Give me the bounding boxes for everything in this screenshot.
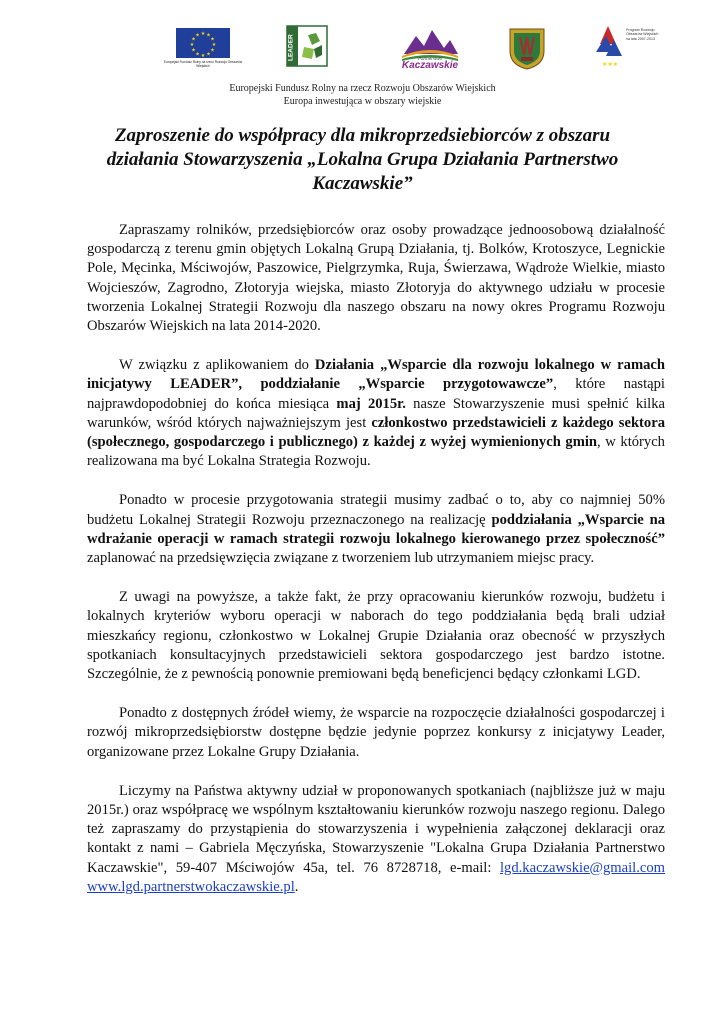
svg-text:★: ★ xyxy=(200,53,206,58)
svg-text:★: ★ xyxy=(191,47,196,54)
svg-text:★: ★ xyxy=(210,47,215,54)
svg-text:★★★: ★★★ xyxy=(602,61,619,68)
svg-text:★: ★ xyxy=(211,42,217,48)
svg-text:★: ★ xyxy=(195,51,200,58)
paragraph-2-text-2: , które nastąpi najprawdopodobniej do końca miesiąca xyxy=(87,376,665,412)
leader-logo xyxy=(286,25,328,67)
paragraph-3 xyxy=(87,491,665,568)
paragraph-2-bold-2: maj 2015r. xyxy=(336,395,406,412)
fund-line-2: Europa inwestująca w obszary wiejskie xyxy=(283,96,442,107)
paragraph-6-text-3: . xyxy=(294,878,299,895)
paragraph-4: Z uwagi na powyższe, a także fakt, że przy opracowaniu kierunków rozwoju, budżetu i lokalnych kryteriów wyboru operacji w naborach do tego poddziałania będą brali udział mieszkańcy regionu, członkostwo w Lokalnej Grupie Działania oraz obecność w przyszłych spotkaniach konsultacyjnych przedstawicieli sektora gospodarczego jest bardzo istotne. Szczególnie, że z pewnością ponownie premiowani będą beneficjenci będący członkami LGD. xyxy=(87,589,665,683)
paragraph-2-bold-3: członkostwo przedstawicieli z każdego sektora (społecznego, gospodarczego i publicznego) z każdej z wyżej wymienionych gmin xyxy=(87,414,665,451)
prow-logo-text: Program Rozwoju Obszarów Wiejskich na lata 2007-2013 xyxy=(626,28,659,41)
partner-logo-small-text: Partnerstwo xyxy=(417,56,442,61)
prow-logo xyxy=(592,22,662,74)
eu-logo-caption: Europejski Fundusz Rolny na rzecz Rozwoju Obszarów Wiejskich xyxy=(163,60,243,68)
document-title: Zaproszenie do współpracy dla mikroprzedsiebiorców z obszaru działania Stowarzyszenia „Lokalna Grupa Działania Partnerstwo Kaczawskie” xyxy=(106,125,619,194)
website-link[interactable]: www.lgd.partnerstwokaczawskie.pl xyxy=(87,878,295,895)
partner-logo-big-text: Kaczawskie xyxy=(401,60,459,71)
svg-text:★: ★ xyxy=(189,42,195,48)
eu-flag-icon xyxy=(176,28,230,58)
svg-text:★: ★ xyxy=(210,36,215,43)
paragraph-2-text-4: , w których realizowana ma być Lokalna Strategia Rozwoju. xyxy=(87,434,665,470)
paragraph-2-text-3: nasze Stowarzyszenie musi spełnić kilka warunków, wśród których najważniejszym jest xyxy=(87,395,666,431)
paragraph-3-bold-1: poddziałania „Wsparcie na wdrażanie operacji w ramach strategii rozwoju lokalnego kierowanego przez społeczność” xyxy=(87,511,665,547)
svg-text:★: ★ xyxy=(200,31,206,37)
paragraph-6-text-1: Liczymy na Państwa aktywny udział w proponowanych spotkaniach (najbliższe już w maju 2015r.) oraz współpracę we wspólnym kształtowaniu kierunków rozwoju naszego regionu. Dalego też zapraszamy do przystąpienia do stowarzyszenia i wypełnienia załączonej deklaracji oraz kontakt z nami – Gabriela Męczyńska, Stowarzyszenie "Lokalna Grupa Działania Partnerstwo Kaczawskie", 59-407 Mściwojów 45a, tel. 76 8728718, e-mail: xyxy=(87,782,665,876)
paragraph-2 xyxy=(87,356,665,471)
document-body xyxy=(87,221,665,917)
prow-logo-icon xyxy=(592,22,626,72)
paragraph-1: Zapraszamy rolników, przedsiębiorców oraz osoby prowadzące jednoosobową działalność gospodarczą z terenu gmin objętych Lokalną Grupą Działania, tj. Bolków, Krotoszyce, Legnickie Pole, Męcinka, Mściwojów, Paszowice, Pielgrzymka, Ruja, Świerzawa, Wądroże Wielkie, miasto Wojcieszów, Zagrodno, Złotoryja wiejska, miasto Złotoryja do aktywnego udziału w procesie tworzenia Lokalnej Strategii Rozwoju dla naszego obszaru na nowy okres Programu Rozwoju Obszarów Wiejskich na lata 2014-2020. xyxy=(87,222,665,335)
leader-logo-text: LEADER xyxy=(287,34,295,61)
paragraph-2-text-1: W związku z aplikowaniem do xyxy=(119,357,315,374)
svg-text:★: ★ xyxy=(191,36,196,43)
partnerstwo-kaczawskie-logo xyxy=(398,24,462,72)
eu-logo xyxy=(163,28,243,72)
logo-bar xyxy=(0,22,725,74)
svg-text:★: ★ xyxy=(206,32,211,39)
paragraph-6 xyxy=(87,782,665,897)
fund-header xyxy=(0,82,725,108)
paragraph-3-text-1: Ponadto w procesie przygotowania strategii musimy zadbać o to, aby co najmniej 50% budżetu Lokalnej Strategii Rozwoju przeznaczonego na realizację xyxy=(87,492,665,528)
paragraph-3-text-2: zaplanować na przedsięwzięcia związane z tworzeniem lub utrzymaniem miejsc pracy. xyxy=(87,550,595,567)
coat-of-arms-icon xyxy=(506,25,548,71)
email-link[interactable]: lgd.kaczawskie@gmail.com xyxy=(500,859,665,876)
fund-line-1: Europejski Fundusz Rolny na rzecz Rozwoju Obszarów Wiejskich xyxy=(229,83,496,94)
paragraph-5: Ponadto z dostępnych źródeł wiemy, że wsparcie na rozpoczęcie działalności gospodarczej i rozwój mikroprzedsiębiorstw dostępne będzie jedynie poprzez konkursy z inicjatywy Leader, organizowane przez Lokalne Grupy Działania. xyxy=(87,705,665,760)
svg-text:★: ★ xyxy=(195,32,200,39)
svg-text:★: ★ xyxy=(206,51,211,58)
paragraph-2-bold-1: Działania „Wsparcie dla rozwoju lokalnego w ramach inicjatywy LEADER”, poddziałanie „Wsparcie przygotowawcze” xyxy=(87,357,665,393)
coat-of-arms-logo xyxy=(506,25,548,71)
